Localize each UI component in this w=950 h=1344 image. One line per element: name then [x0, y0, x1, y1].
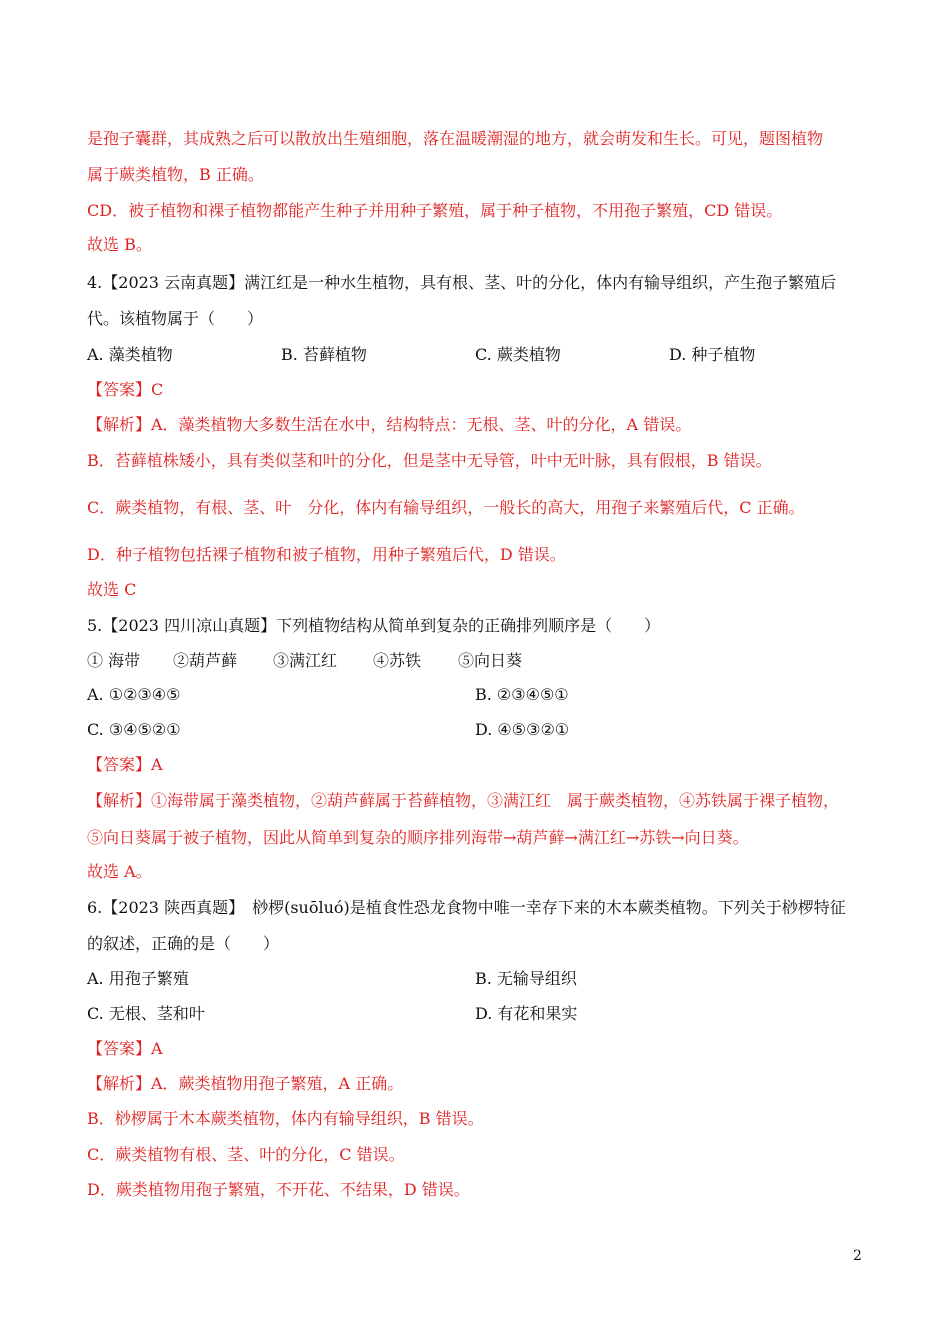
- conclusion: 故选 B。: [87, 235, 152, 254]
- q6-option-b: B. 无输导组织: [475, 969, 577, 988]
- q5-explanation: 【解析】①海带属于藻类植物，②葫芦藓属于苔藓植物，③满江红 属于蕨类植物，④苏铁属于裸子植物，: [87, 791, 840, 810]
- q5-item: ②葫芦藓: [173, 651, 238, 670]
- q6-explanation: C．蕨类植物有根、茎、叶的分化，C 错误。: [87, 1145, 405, 1164]
- q4-explanation: B．苔藓植株矮小，具有类似茎和叶的分化，但是茎中无导管，叶中无叶脉，具有假根，B 错误。: [87, 451, 772, 470]
- q5-option-a: A. ①②③④⑤: [87, 685, 181, 704]
- q6-option-a: A. 用孢子繁殖: [87, 969, 189, 988]
- q5-option-d: D. ④⑤③②①: [475, 720, 570, 739]
- question-6-stem: 的叙述，正确的是（ ）: [87, 934, 280, 953]
- q5-option-c: C. ③④⑤②①: [87, 720, 181, 739]
- explanation-line: CD．被子植物和裸子植物都能产生种子并用种子繁殖，属于种子植物，不用孢子繁殖，CD 错误。: [87, 201, 783, 220]
- q4-option-d: D. 种子植物: [669, 345, 756, 364]
- q5-explanation: ⑤向日葵属于被子植物，因此从简单到复杂的顺序排列海带→葫芦藓→满江红→苏铁→向日葵。: [87, 828, 749, 847]
- q6-answer: 【答案】A: [87, 1039, 163, 1058]
- q5-item: ③满江红: [273, 651, 338, 670]
- explanation-line: 属于蕨类植物，B 正确。: [87, 165, 264, 184]
- q6-explanation: D．蕨类植物用孢子繁殖，不开花、不结果，D 错误。: [87, 1180, 470, 1199]
- q5-item: ④苏铁: [373, 651, 422, 670]
- q4-explanation: D．种子植物包括裸子植物和被子植物，用种子繁殖后代，D 错误。: [87, 545, 566, 564]
- q4-option-c: C. 蕨类植物: [475, 345, 561, 364]
- q5-conclusion: 故选 A。: [87, 862, 152, 881]
- q4-option-a: A. 藻类植物: [87, 345, 173, 364]
- q4-answer: 【答案】C: [87, 380, 164, 399]
- q4-conclusion: 故选 C: [87, 580, 137, 599]
- q6-explanation: B．桫椤属于木本蕨类植物，体内有输导组织，B 错误。: [87, 1109, 484, 1128]
- page-number: 2: [853, 1248, 862, 1264]
- q5-answer: 【答案】A: [87, 755, 163, 774]
- q4-explanation: C．蕨类植物，有根、茎、叶 分化，体内有输导组织，一般长的高大，用孢子来繁殖后代，C 正确。: [87, 498, 805, 517]
- q5-item: ⑤向日葵: [458, 651, 523, 670]
- question-4-stem: 代。该植物属于（ ）: [87, 309, 264, 328]
- question-4-stem: 4.【2023 云南真题】满江红是一种水生植物，具有根、茎、叶的分化，体内有输导组织，产生孢子繁殖后: [87, 273, 837, 292]
- q5-option-b: B. ②③④⑤①: [475, 685, 569, 704]
- q6-option-d: D. 有花和果实: [475, 1004, 578, 1023]
- q4-explanation: 【解析】A．藻类植物大多数生活在水中，结构特点：无根、茎、叶的分化，A 错误。: [87, 415, 692, 434]
- q5-item: ① 海带: [87, 651, 141, 670]
- question-6-stem: 6.【2023 陕西真题】 桫椤(suōluó)是植食性恐龙食物中唯一幸存下来的木本蕨类植物。下列关于桫椤特征: [87, 898, 846, 917]
- q4-option-b: B. 苔藓植物: [281, 345, 367, 364]
- q6-option-c: C. 无根、茎和叶: [87, 1004, 205, 1023]
- explanation-line: 是孢子囊群，其成熟之后可以散放出生殖细胞，落在温暖潮湿的地方，就会萌发和生长。可见，题图植物: [87, 129, 824, 148]
- q6-explanation: 【解析】A．蕨类植物用孢子繁殖，A 正确。: [87, 1074, 404, 1093]
- question-5-stem: 5.【2023 四川凉山真题】下列植物结构从简单到复杂的正确排列顺序是（ ）: [87, 616, 661, 635]
